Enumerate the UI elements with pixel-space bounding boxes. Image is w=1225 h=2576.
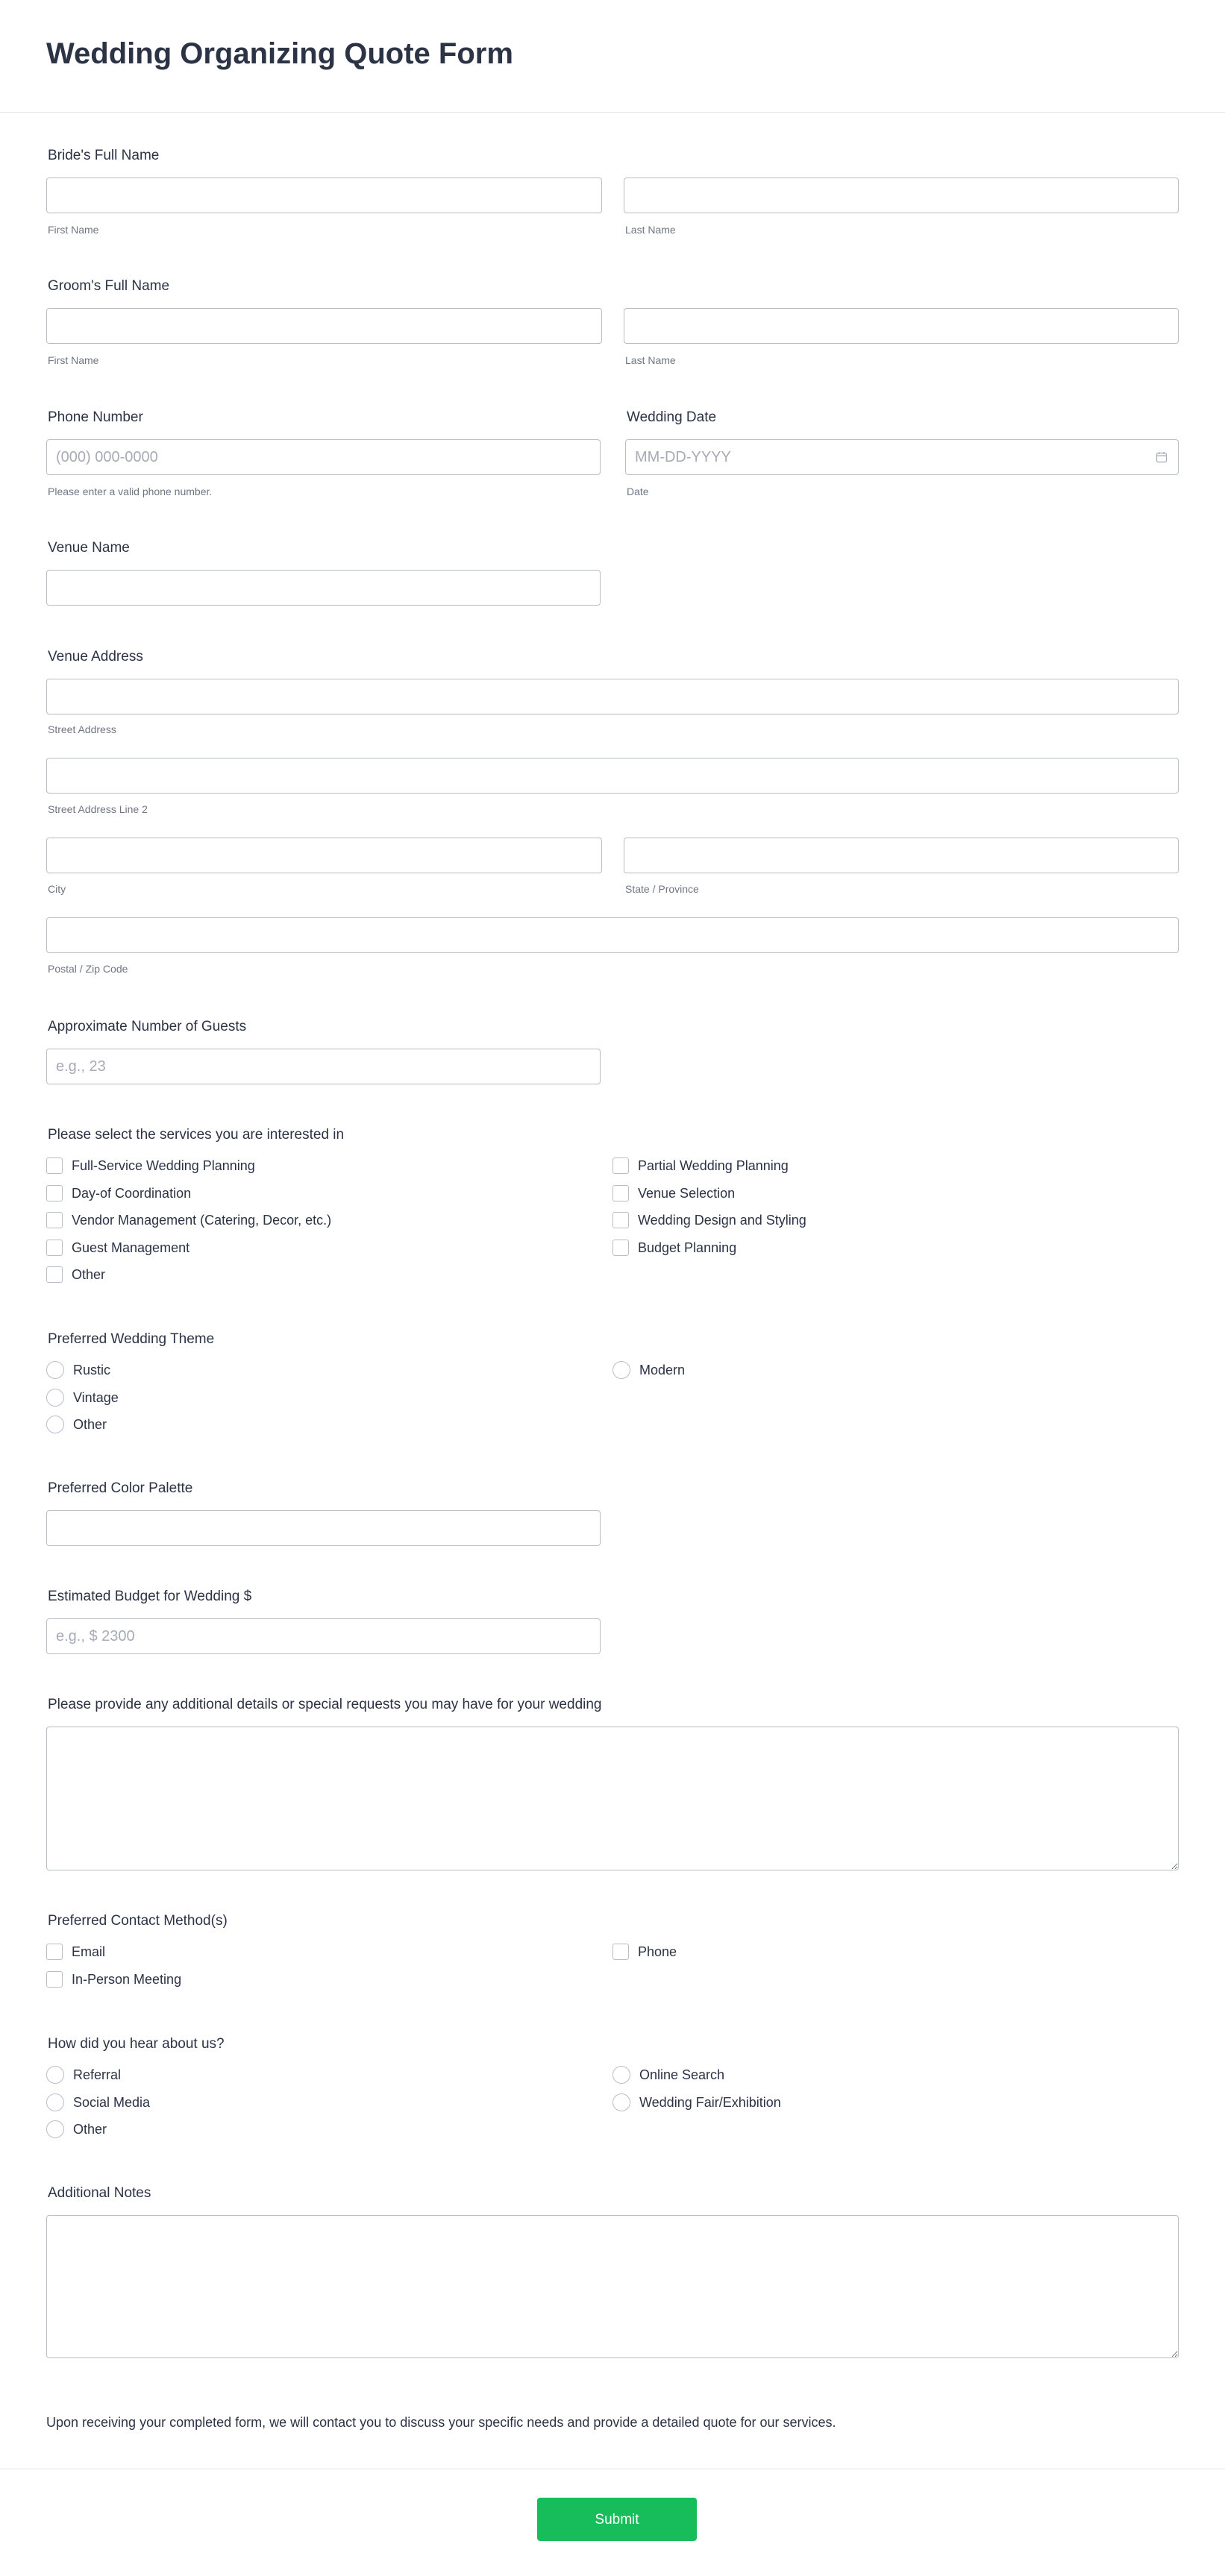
option-label: Partial Wedding Planning [638,1157,789,1173]
checkbox[interactable] [46,1212,63,1228]
option-label: Full-Service Wedding Planning [72,1157,255,1173]
street-address-line2-sublabel: Street Address Line 2 [48,803,148,815]
option-label: Venue Selection [638,1185,736,1201]
checkbox[interactable] [46,1266,63,1283]
checkbox[interactable] [612,1212,629,1228]
wedding-date-sublabel: Date [627,486,649,497]
option-label: Vendor Management (Catering, Decor, etc.) [72,1212,332,1228]
city-sublabel: City [48,883,66,895]
service-option[interactable] [612,1238,736,1257]
details-label: Please provide any additional details or special requests you may have for your wedding [48,1697,602,1712]
option-label: Budget Planning [638,1240,737,1255]
hear-about-option[interactable] [46,2120,107,2139]
option-label: In-Person Meeting [72,1971,182,1987]
service-option[interactable] [46,1210,331,1230]
option-label: Guest Management [72,1240,190,1255]
option-label: Other [72,1266,106,1282]
hear-about-option[interactable] [612,2093,781,2112]
radio[interactable] [612,1361,630,1379]
service-option[interactable] [46,1184,191,1203]
radio[interactable] [46,2093,64,2111]
guests-label: Approximate Number of Guests [48,1019,247,1034]
radio[interactable] [46,1389,64,1407]
city-input[interactable] [46,838,602,873]
budget-input[interactable] [46,1618,601,1654]
bride-first-name-sublabel: First Name [48,224,99,236]
service-option[interactable] [46,1265,105,1284]
theme-option[interactable] [46,1360,110,1380]
checkbox[interactable] [46,1240,63,1256]
radio[interactable] [612,2066,630,2084]
contact-method-label: Preferred Contact Method(s) [48,1913,228,1929]
venue-address-label: Venue Address [48,649,143,665]
hear-about-option[interactable] [46,2065,121,2085]
submit-button[interactable]: Submit [537,2498,697,2541]
postal-code-input[interactable] [46,917,1179,953]
option-label: Phone [638,1944,677,1959]
state-sublabel: State / Province [625,883,699,895]
street-address-input[interactable] [46,679,1179,714]
venue-name-label: Venue Name [48,540,130,556]
option-label: Social Media [73,2094,151,2110]
notes-textarea[interactable] [46,2215,1179,2358]
option-label: Rustic [73,1362,111,1377]
theme-option[interactable] [46,1415,107,1434]
groom-name-label: Groom's Full Name [48,278,170,294]
postal-code-sublabel: Postal / Zip Code [48,963,128,975]
checkbox[interactable] [46,1971,63,1988]
theme-option[interactable] [46,1388,119,1407]
service-option[interactable] [46,1238,189,1257]
groom-first-name-input[interactable] [46,308,602,344]
bride-name-label: Bride's Full Name [48,148,160,163]
option-label: Wedding Design and Styling [638,1212,806,1228]
color-palette-input[interactable] [46,1510,601,1546]
checkbox[interactable] [46,1157,63,1174]
bride-last-name-input[interactable] [624,178,1179,213]
option-label: Email [72,1944,106,1959]
calendar-icon[interactable] [1156,451,1168,463]
wedding-date-label: Wedding Date [627,409,717,425]
theme-option[interactable] [612,1360,685,1380]
phone-sublabel: Please enter a valid phone number. [48,486,213,497]
checkbox[interactable] [612,1185,629,1201]
venue-name-input[interactable] [46,570,601,606]
service-option[interactable] [46,1156,255,1175]
service-option[interactable] [612,1156,789,1175]
checkbox[interactable] [612,1944,629,1960]
service-option[interactable] [612,1210,806,1230]
state-input[interactable] [624,838,1179,873]
radio[interactable] [46,1361,64,1379]
radio[interactable] [46,2066,64,2084]
option-label: Referral [73,2067,122,2082]
service-option[interactable] [612,1184,735,1203]
color-palette-label: Preferred Color Palette [48,1480,193,1496]
groom-last-name-sublabel: Last Name [625,354,676,366]
details-textarea[interactable] [46,1727,1179,1870]
bride-last-name-sublabel: Last Name [625,224,676,236]
checkbox[interactable] [612,1157,629,1174]
checkbox[interactable] [612,1240,629,1256]
radio[interactable] [46,2120,64,2138]
checkbox[interactable] [46,1185,63,1201]
hear-about-label: How did you hear about us? [48,2036,225,2052]
option-label: Other [73,2121,107,2137]
option-label: Day-of Coordination [72,1185,192,1201]
radio[interactable] [612,2093,630,2111]
contact-option[interactable] [46,1970,181,1989]
theme-label: Preferred Wedding Theme [48,1331,215,1347]
closing-text: Upon receiving your completed form, we will contact you to discuss your specific needs and provide a detailed quote for our services. [46,2415,836,2430]
budget-label: Estimated Budget for Wedding $ [48,1589,252,1604]
contact-option[interactable] [46,1942,105,1961]
guests-input[interactable] [46,1049,601,1084]
checkbox[interactable] [46,1944,63,1960]
form-header [0,0,1225,113]
notes-label: Additional Notes [48,2185,151,2201]
phone-label: Phone Number [48,409,143,425]
hear-about-option[interactable] [612,2065,724,2085]
bride-first-name-input[interactable] [46,178,602,213]
street-address-line2-input[interactable] [46,758,1179,794]
form-title: Wedding Organizing Quote Form [46,37,513,70]
groom-first-name-sublabel: First Name [48,354,99,366]
hear-about-option[interactable] [46,2093,150,2112]
phone-input[interactable] [46,439,601,475]
groom-last-name-input[interactable] [624,308,1179,344]
option-label: Online Search [639,2067,725,2082]
services-label: Please select the services you are interested in [48,1127,345,1143]
street-address-sublabel: Street Address [48,723,116,735]
option-label: Vintage [73,1389,119,1405]
radio[interactable] [46,1416,64,1433]
option-label: Other [73,1416,107,1432]
contact-option[interactable] [612,1942,677,1961]
option-label: Wedding Fair/Exhibition [639,2094,781,2110]
option-label: Modern [639,1362,686,1377]
wedding-date-input[interactable] [625,439,1179,475]
